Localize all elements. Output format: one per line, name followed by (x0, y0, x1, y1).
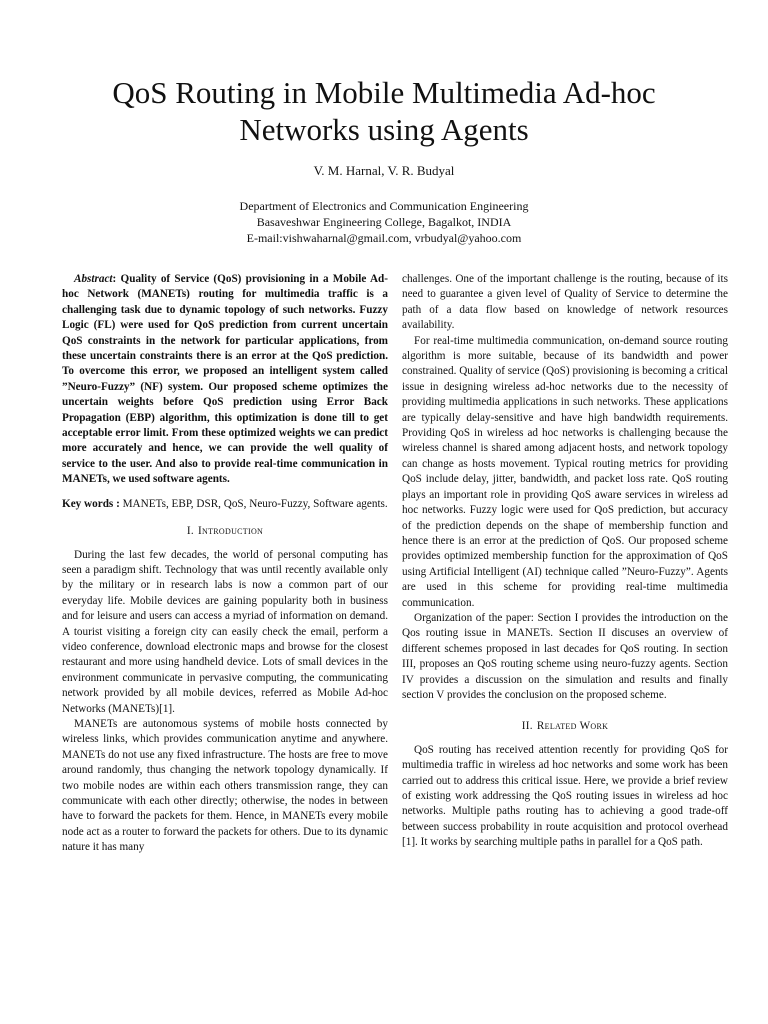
authors: V. M. Harnal, V. R. Budyal (313, 163, 455, 178)
title-line-2: Networks using Agents (239, 112, 529, 147)
keywords (62, 497, 388, 512)
intro-paragraph-2-continued: challenges. One of the important challenge is the routing, because of its need to guarantee a given level of Quality of Service to determine the path of a data flow based on knowledge of network resources availability. (402, 273, 728, 332)
keywords-label: Key words : (62, 497, 120, 510)
related-paragraph-1: QoS routing has received attention recently for providing QoS for multimedia traffic in wireless ad hoc networks and some work has been carried out to address this critical issue. Here, we provide a brief review of existing work addressing the QoS routing issues in wireless ad hoc networks. Multiple paths routing has to achieving a good trade-off between success probability in route acquisition and protocol overhead [1]. It works by searching multiple paths in parallel for a QoS path. (402, 743, 728, 849)
section-number: I. (186, 525, 194, 538)
abstract-label: Abstract (74, 273, 113, 285)
section-title: Related Work (536, 720, 609, 733)
right-column (402, 272, 728, 851)
keywords-text: MANETs, EBP, DSR, QoS, Neuro-Fuzzy, Software agents. (119, 497, 388, 510)
title-line-1: QoS Routing in Mobile Multimedia Ad-hoc (112, 75, 656, 110)
left-column (62, 272, 388, 856)
affiliation-department: Department of Electronics and Communication Engineering (239, 199, 529, 213)
section-number: II. (521, 720, 533, 733)
affiliation-email: E-mail:vishwaharnal@gmail.com, vrbudyal@yahoo.com (246, 231, 522, 245)
intro-paragraph-1: During the last few decades, the world of personal computing has seen a paradigm shift. Technology that was until recently available only by the military or in research labs is now a common part of our everyday life. Mobile devices are gaining popularity both in business and for leisure and users can access a myriad of information on demand. A tourist visiting a foreign city can easily check the email, perform a video conference, download electronic maps and browse for the closest restaurant and more using handheld device. Lots of small devices in the environment communicate in pervasive computing, the communicating network provided by all mobile devices, referred as Mobile Ad-hoc Networks (MANETs)[1]. (62, 548, 388, 715)
abstract (62, 272, 388, 488)
section-heading-related-work (402, 719, 728, 734)
intro-paragraph-2: MANETs are autonomous systems of mobile hosts connected by wireless links, which provides communication anytime and anywhere. MANETs do not use any fixed infrastructure. The hosts are free to move around randomly, thus changing the network topology dynamically. If two mobile nodes are within each others transmission range, they can communicate with each other directly; otherwise, the nodes in between have to forward the packets for them. Hence, in MANETs every mobile node act as a router to forward the packets for others. Due to its dynamic nature it has many (62, 717, 388, 854)
intro-paragraph-3: For real-time multimedia communication, on-demand source routing algorithm is more suitable, because of its bandwidth and power constrained. Quality of service (QoS) provisioning is becoming a critical issue in designing wireless ad-hoc networks due to the necessity of providing multimedia applications in such networks. These applications are typically delay-sensitive and have high bandwidth requirements. Providing QoS in wireless ad hoc networks is challenging because the wireless channel is shared among adjacent hosts, and network topology can change as hosts movement. Typical routing metrics for providing QoS include delay, jitter, bandwidth, and packet loss rate. QoS routing plays an important role in providing QoS aware services in wireless ad hoc networks. Fuzzy logic were used for QoS prediction, but accuracy of the prediction depends on the shape of membership function and hence there is an error at the prediction of QoS. Our proposed scheme provides optimized membership function for the approximation of QoS using Artificial Intelligent (AI) technique called ”Neuro-Fuzzy”. Agents are used in this scheme for providing real-time multimedia communication. (402, 334, 728, 609)
affiliation (60, 198, 708, 246)
affiliation-college: Basaveshwar Engineering College, Bagalkot, INDIA (256, 215, 512, 229)
section-heading-introduction (62, 524, 388, 539)
paper-title (60, 74, 708, 148)
intro-paragraph-4: Organization of the paper: Section I provides the introduction on the Qos routing issue in MANETs. Section II discuses an overview of different schemes proposed in last decades for QoS routing. In section III, proposes an QoS routing scheme using neuro-fuzzy agents. Section IV provides a discussion on the simulation and results and finally section V provides the conclusion on the proposed scheme. (402, 611, 728, 701)
abstract-text: : Quality of Service (QoS) provisioning in a Mobile Ad-hoc Network (MANETs) routing for multimedia traffic is a challenging task due to dynamic topology of such networks. Fuzzy Logic (FL) were used for QoS prediction from current uncertain QoS constraints in the network for particular applications, from these uncertain constraints there is an error at the QoS prediction. To overcome this error, we proposed an intelligent system called ”Neuro-Fuzzy” (NF) system. Our proposed scheme optimizes the uncertain weights before QoS prediction using Error Back Propagation (EBP) algorithm, this optimization is done till to get acceptable error limit. From these optimized weights we can predict more accurately and hence, we can provide the well quality of service to the user. And also to provide real-time communication in MANETs, we used software agents. (62, 273, 388, 486)
section-title: Introduction (198, 525, 264, 538)
